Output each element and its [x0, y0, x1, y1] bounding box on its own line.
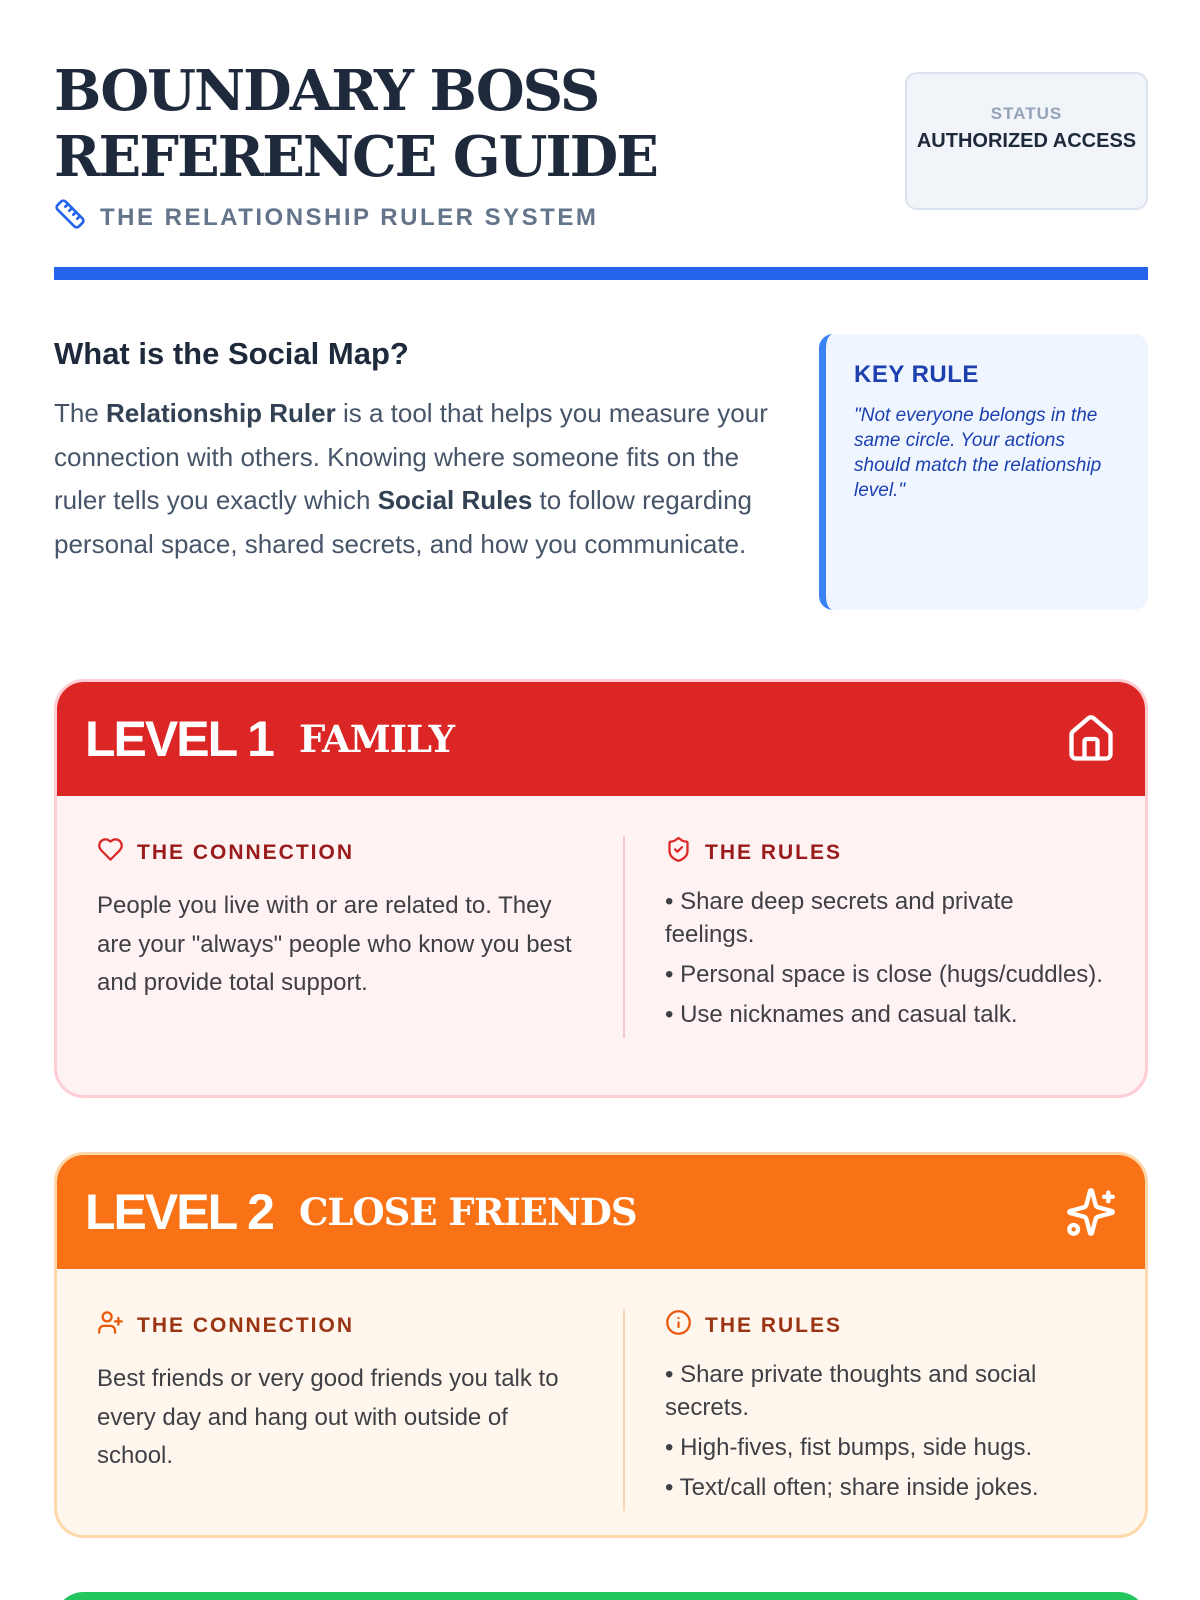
level-card-close-friends	[54, 1152, 1148, 1538]
rules-heading-text: THE RULES	[705, 840, 843, 864]
rule-item: • Personal space is close (hugs/cuddles).	[665, 961, 1103, 988]
intro-bold-1: Relationship Ruler	[106, 398, 336, 428]
intro-text-2: is a tool that helps you measure your connection with others. Knowing where someone fits on the ruler tells you exactly which	[54, 398, 768, 515]
sparkles-icon	[1065, 1186, 1117, 1238]
header-divider	[54, 267, 1148, 280]
home-icon	[1065, 713, 1117, 765]
level-number: LEVEL 2	[85, 1184, 273, 1240]
level-header	[57, 682, 1145, 796]
intro-text-3: to follow regarding personal space, shared secrets, and how you communicate.	[54, 485, 752, 559]
key-rule-card	[819, 334, 1148, 610]
ruler-icon	[54, 198, 86, 237]
user-plus-icon	[97, 1309, 124, 1342]
connection-heading-text: THE CONNECTION	[137, 840, 354, 864]
key-rule-title: KEY RULE	[854, 361, 979, 388]
connection-heading	[97, 836, 583, 869]
shield-check-icon	[665, 836, 692, 869]
intro-heading: What is the Social Map?	[54, 336, 409, 371]
rule-item: • High-fives, fist bumps, side hugs.	[665, 1434, 1033, 1461]
rule-item: • Use nicknames and casual talk.	[665, 1001, 1018, 1028]
page-title: BOUNDARY BOSS REFERENCE GUIDE	[54, 58, 657, 190]
rule-item: • Share private thoughts and social secrets.	[665, 1361, 1037, 1421]
level-card-family	[54, 679, 1148, 1098]
rules-list	[665, 1358, 1105, 1504]
intro-text-1: The	[54, 398, 107, 428]
rule-item: • Share deep secrets and private feelings.	[665, 888, 1014, 948]
connection-heading-text: THE CONNECTION	[137, 1313, 354, 1337]
rules-heading-text: THE RULES	[705, 1313, 843, 1337]
level-card-3	[54, 1592, 1148, 1600]
connection-heading	[97, 1309, 583, 1342]
connection-text: People you live with or are related to. They are your "always" people who know you best and provide total support.	[97, 892, 572, 996]
connection-column	[97, 1309, 623, 1511]
intro-paragraph	[54, 392, 774, 566]
level-name: FAMILY	[298, 717, 455, 761]
status-label: STATUS	[990, 104, 1063, 123]
level-body	[57, 796, 1145, 1078]
rules-column	[623, 1309, 1105, 1511]
key-rule-quote: "Not everyone belongs in the same circle. Your actions should match the relationship level."	[854, 405, 1102, 501]
connection-text: Best friends or very good friends you talk to every day and hang out with outside of school.	[97, 1365, 559, 1469]
intro-section	[54, 336, 774, 566]
level-number: LEVEL 1	[85, 711, 273, 767]
rules-list	[665, 885, 1105, 1031]
info-icon	[665, 1309, 692, 1342]
rules-heading	[665, 836, 1105, 869]
rules-column	[623, 836, 1105, 1038]
status-card	[905, 72, 1148, 210]
rule-item: • Text/call often; share inside jokes.	[665, 1474, 1039, 1501]
level-name: CLOSE FRIENDS	[298, 1190, 637, 1234]
level-body	[57, 1269, 1145, 1538]
intro-bold-2: Social Rules	[377, 485, 533, 515]
rules-heading	[665, 1309, 1105, 1342]
status-value: AUTHORIZED ACCESS	[916, 130, 1137, 152]
heart-icon	[97, 836, 124, 869]
connection-column	[97, 836, 623, 1038]
subtitle-text: THE RELATIONSHIP RULER SYSTEM	[100, 203, 599, 231]
level-header	[57, 1155, 1145, 1269]
